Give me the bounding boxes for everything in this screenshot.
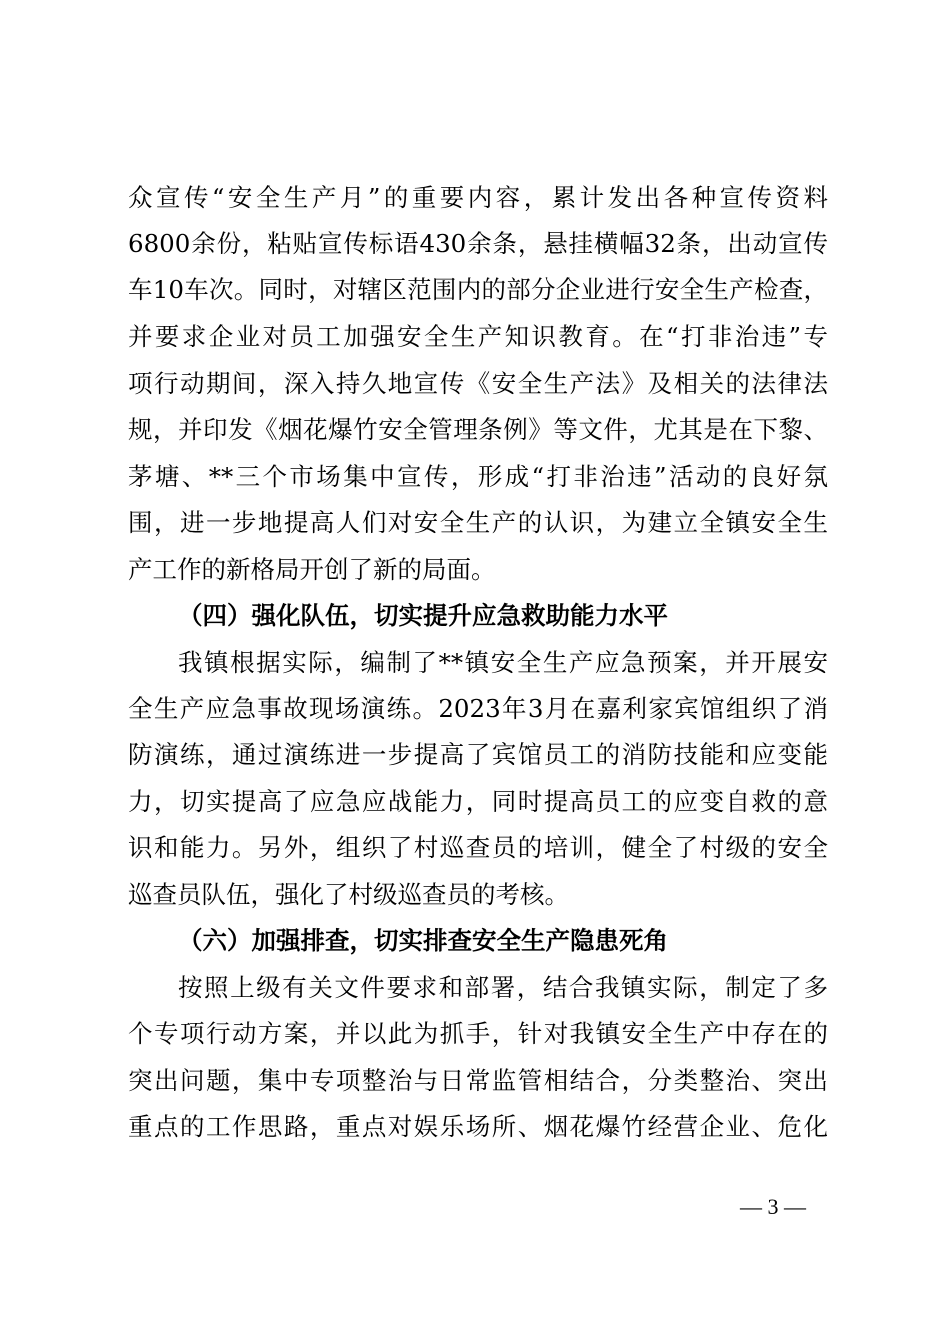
body-text-line: 车10车次。同时，对辖区范围内的部分企业进行安全生产检查， xyxy=(128,275,828,304)
body-text-line: 并要求企业对员工加强安全生产知识教育。在“打非治违”专 xyxy=(128,322,828,351)
body-text-line: 全生产应急事故现场演练。2023年3月在嘉利家宾馆组织了消 xyxy=(128,694,828,723)
body-text-line: 突出问题，集中专项整治与日常监管相结合，分类整治、突出 xyxy=(128,1066,828,1095)
body-text-line: 规，并印发《烟花爆竹安全管理条例》等文件，尤其是在下黎、 xyxy=(128,415,828,444)
body-text-line: 茅塘、**三个市场集中宣传，形成“打非治违”活动的良好氛 xyxy=(128,462,828,491)
body-text-line: 众宣传“安全生产月”的重要内容，累计发出各种宣传资料 xyxy=(128,183,828,212)
body-text-line: 6800余份，粘贴宣传标语430余条，悬挂横幅32条，出动宣传 xyxy=(128,229,828,258)
body-text-line: 重点的工作思路，重点对娱乐场所、烟花爆竹经营企业、危化 xyxy=(128,1112,828,1141)
page-number: — 3 — xyxy=(740,1194,806,1219)
body-text-line: 项行动期间，深入持久地宣传《安全生产法》及相关的法律法 xyxy=(128,369,828,398)
body-text-line: 按照上级有关文件要求和部署，结合我镇实际，制定了多 xyxy=(178,973,828,1002)
body-text-line: 识和能力。另外，组织了村巡查员的培训，健全了村级的安全 xyxy=(128,833,828,862)
body-text-line: 产工作的新格局开创了新的局面。 xyxy=(128,555,496,584)
body-text-line: 巡查员队伍，强化了村级巡查员的考核。 xyxy=(128,880,569,909)
section-heading: （六）加强排查，切实排查安全生产隐患死角 xyxy=(178,926,668,955)
body-text-line: 力，切实提高了应急应战能力，同时提高员工的应变自救的意 xyxy=(128,787,828,816)
body-text-line: 我镇根据实际，编制了**镇安全生产应急预案，并开展安 xyxy=(178,648,828,677)
body-text-line: 防演练，通过演练进一步提高了宾馆员工的消防技能和应变能 xyxy=(128,740,828,769)
body-text-line: 围，进一步地提高人们对安全生产的认识，为建立全镇安全生 xyxy=(128,508,828,537)
section-heading: （四）强化队伍，切实提升应急救助能力水平 xyxy=(178,601,668,630)
body-text-line: 个专项行动方案，并以此为抓手，针对我镇安全生产中存在的 xyxy=(128,1019,828,1048)
